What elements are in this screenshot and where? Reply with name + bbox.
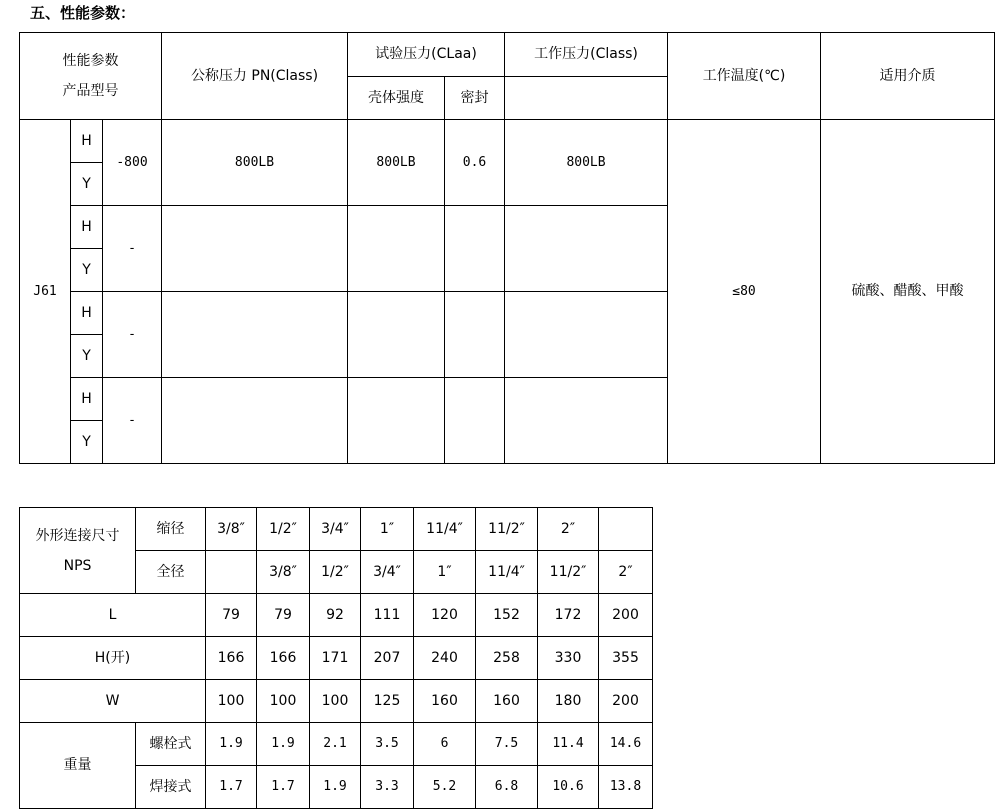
value-cell: 355 [599,637,653,680]
hy-cell: H [71,292,103,335]
reduced-size-cell: 1″ [361,508,414,551]
work-pressure-cell [505,292,668,378]
header-param: 性能参数 [62,53,119,69]
value-cell: 172 [538,594,599,637]
header-seal: 密封 [445,77,505,120]
weight-cell: 1.7 [206,766,257,809]
value-cell: 100 [206,680,257,723]
work-pressure-cell: 800LB [505,120,668,206]
weight-cell: 1.9 [310,766,361,809]
header-shell-strength: 壳体强度 [348,77,445,120]
hy-cell: Y [71,249,103,292]
row-label-h: H(开) [20,637,206,680]
full-size-cell: 11/4″ [476,551,538,594]
reduced-size-cell: 11/2″ [476,508,538,551]
row-label-w: W [20,680,206,723]
value-cell: 171 [310,637,361,680]
header-temperature: 工作温度(℃) [668,33,821,120]
hy-cell: H [71,120,103,163]
hy-cell: Y [71,421,103,464]
full-size-cell: 11/2″ [538,551,599,594]
header-connection-size [20,508,136,594]
header-reduced: 缩径 [136,508,206,551]
row-label-l: L [20,594,206,637]
header-nps-label: NPS [63,557,92,574]
full-size-cell [206,551,257,594]
weight-cell: 10.6 [538,766,599,809]
weight-cell: 1.9 [206,723,257,766]
value-cell: 240 [414,637,476,680]
row-label-weight: 重量 [20,723,136,809]
table-row [20,594,653,637]
table-row [20,637,653,680]
model-cell: J61 [20,120,71,464]
seal-cell [445,378,505,464]
header-test-pressure: 试验压力(CLaa) [348,33,505,77]
value-cell: 160 [476,680,538,723]
reduced-size-cell: 3/8″ [206,508,257,551]
reduced-size-cell: 2″ [538,508,599,551]
shell-cell [348,378,445,464]
work-pressure-cell [505,378,668,464]
weight-cell: 13.8 [599,766,653,809]
weight-cell: 14.6 [599,723,653,766]
suffix-cell: - [103,292,162,378]
value-cell: 152 [476,594,538,637]
weight-cell: 6.8 [476,766,538,809]
shell-cell: 800LB [348,120,445,206]
table-row [20,723,653,766]
value-cell: 200 [599,680,653,723]
media-cell: 硫酸、醋酸、甲酸 [821,120,995,464]
header-work-pressure-blank [505,77,668,120]
performance-table [19,32,995,464]
seal-cell: 0.6 [445,120,505,206]
pn-cell [162,206,348,292]
weight-weld-label: 焊接式 [136,766,206,809]
pn-cell [162,292,348,378]
shell-cell [348,292,445,378]
value-cell: 200 [599,594,653,637]
weight-cell: 11.4 [538,723,599,766]
value-cell: 100 [310,680,361,723]
full-size-cell: 3/4″ [361,551,414,594]
header-pn: 公称压力 PN(Class) [162,33,348,120]
section-title: 五、性能参数： [30,4,136,22]
value-cell: 258 [476,637,538,680]
hy-cell: Y [71,335,103,378]
value-cell: 125 [361,680,414,723]
full-size-cell: 2″ [599,551,653,594]
weight-cell: 1.7 [257,766,310,809]
dimensions-table [19,507,653,809]
reduced-size-cell: 3/4″ [310,508,361,551]
table-row [20,680,653,723]
value-cell: 120 [414,594,476,637]
work-pressure-cell [505,206,668,292]
shell-cell [348,206,445,292]
suffix-cell: - [103,378,162,464]
header-full: 全径 [136,551,206,594]
suffix-cell: - [103,206,162,292]
value-cell: 166 [206,637,257,680]
full-size-cell: 1″ [414,551,476,594]
value-cell: 207 [361,637,414,680]
weight-cell: 1.9 [257,723,310,766]
header-work-pressure: 工作压力(Class) [505,33,668,77]
seal-cell [445,292,505,378]
seal-cell [445,206,505,292]
weight-cell: 3.5 [361,723,414,766]
full-size-cell: 3/8″ [257,551,310,594]
weight-cell: 7.5 [476,723,538,766]
header-param-model [20,33,162,120]
pn-cell [162,378,348,464]
temperature-cell: ≤80 [668,120,821,464]
weight-cell: 3.3 [361,766,414,809]
value-cell: 330 [538,637,599,680]
value-cell: 100 [257,680,310,723]
weight-cell: 5.2 [414,766,476,809]
full-size-cell: 1/2″ [310,551,361,594]
header-size-label: 外形连接尺寸 [35,527,120,544]
hy-cell: H [71,378,103,421]
reduced-size-cell: 11/4″ [414,508,476,551]
hy-cell: H [71,206,103,249]
weight-cell: 2.1 [310,723,361,766]
value-cell: 92 [310,594,361,637]
reduced-size-cell: 1/2″ [257,508,310,551]
suffix-cell: -800 [103,120,162,206]
reduced-size-cell [599,508,653,551]
hy-cell: Y [71,163,103,206]
value-cell: 111 [361,594,414,637]
value-cell: 79 [206,594,257,637]
value-cell: 166 [257,637,310,680]
value-cell: 180 [538,680,599,723]
weight-bolt-label: 螺栓式 [136,723,206,766]
header-model: 产品型号 [62,83,119,99]
value-cell: 79 [257,594,310,637]
value-cell: 160 [414,680,476,723]
weight-cell: 6 [414,723,476,766]
pn-cell: 800LB [162,120,348,206]
header-media: 适用介质 [821,33,995,120]
